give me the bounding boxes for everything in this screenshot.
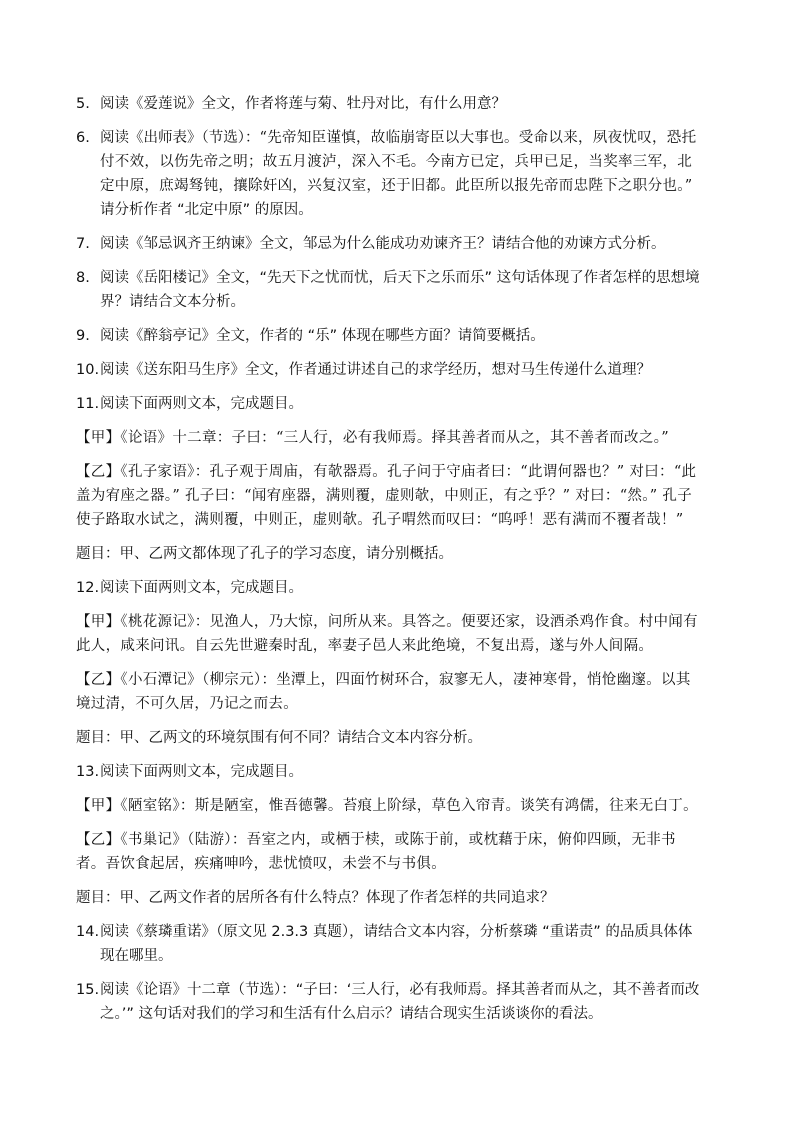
- question-6: [76, 126, 704, 222]
- classical-quote: “先帝知臣谨慎，故临崩寄臣以大事也。受命以来，夙夜忧叹，恐托付不效，以伤先帝之明；故五月渡泸，深入不毛。今南方已定，兵甲已足，当奖率三军，北定中原，庶竭驽钝，攘除奸凶，兴复汉室，还于旧都。此臣所以报先帝而忠陛下之职分也。”: [100, 130, 697, 194]
- question-text: 阅读《邹忌讽齐王纳谏》全文，邹忌为什么能成功劝谏齐王？请结合他的劝谏方式分析。: [100, 236, 666, 252]
- question-text: 阅读下面两则文本，完成题目。: [100, 396, 303, 412]
- question-number: 6.: [76, 130, 90, 146]
- question-7: [76, 232, 704, 256]
- question-15: [76, 978, 704, 1026]
- question-text: 阅读下面两则文本，完成题目。: [100, 580, 303, 596]
- q11-text-jia: 【甲】《论语》十二章：子曰：“三人行，必有我师焉。择其善者而从之，其不善者而改之。”: [76, 430, 669, 446]
- question-number: 12.: [76, 580, 100, 596]
- question-14: [76, 920, 704, 968]
- question-lead: 阅读《出师表》（节选）：: [100, 130, 260, 146]
- question-number: 9.: [76, 328, 90, 344]
- question-number: 14.: [76, 924, 100, 940]
- q12-task: 题目：甲、乙两文的环境氛围有何不同？请结合文本内容分析。: [76, 730, 482, 746]
- question-9: [76, 324, 704, 348]
- question-text: 阅读《蔡璘重诺》（原文见 2.3.3 真题），请结合文本内容，分析蔡璘 “重诺责” 的品质具体体现在哪里。: [100, 924, 693, 964]
- q11-text-yi: 【乙】《孔子家语》：孔子观于周庙，有欹器焉。孔子问于守庙者曰：“此谓何器也？” 对曰：“此盖为宥座之器。” 孔子曰：“闻宥座器，满则覆，虚则欹，中则正，有之乎？” 对曰：“然。” 孔子使子路取水试之，满则覆，中则正，虚则欹。孔子喟然而叹曰：“呜呼！恶有满而不覆者哉！”: [76, 464, 697, 528]
- question-number: 15.: [76, 982, 100, 998]
- q13-text-yi: 【乙】《书巢记》（陆游）：吾室之内，或栖于椟，或陈于前，或枕藉于床，俯仰四顾，无非书者。吾饮食起居，疾痛呻吟，悲忧愤叹，未尝不与书俱。: [76, 832, 676, 872]
- question-number: 13.: [76, 764, 100, 780]
- question-text: 阅读《醉翁亭记》全文，作者的 “乐” 体现在哪些方面？请简要概括。: [100, 328, 545, 344]
- question-11: [76, 392, 704, 416]
- question-5: [76, 92, 704, 116]
- question-10: [76, 358, 704, 382]
- question-number: 10.: [76, 362, 100, 378]
- question-number: 5.: [76, 96, 90, 112]
- q12-text-jia: 【甲】《桃花源记》：见渔人，乃大惊，问所从来。具答之。便要还家，设酒杀鸡作食。村中闻有此人，咸来问讯。自云先世避秦时乱，率妻子邑人来此绝境，不复出焉，遂与外人间隔。: [76, 614, 698, 654]
- q13-task: 题目：甲、乙两文作者的居所各有什么特点？体现了作者怎样的共同追求？: [76, 890, 555, 906]
- question-12: [76, 576, 704, 600]
- question-text: 阅读《论语》十二章（节选）：“子曰：‘三人行，必有我师焉。择其善者而从之，其不善者而改之。’” 这句话对我们的学习和生活有什么启示？请结合现实生活谈谈你的看法。: [100, 982, 700, 1022]
- question-tail: 请分析作者 “北定中原” 的原因。: [100, 202, 313, 218]
- q13-text-jia: 【甲】《陋室铭》：斯是陋室，惟吾德馨。苔痕上阶绿，草色入帘青。谈笑有鸿儒，往来无白丁。: [76, 798, 698, 814]
- question-number: 7.: [76, 236, 90, 252]
- question-number: 11.: [76, 396, 100, 412]
- question-13: [76, 760, 704, 784]
- question-text: 阅读《岳阳楼记》全文，“先天下之忧而忧，后天下之乐而乐” 这句话体现了作者怎样的思想境界？请结合文本分析。: [100, 270, 700, 310]
- question-text: 阅读《爱莲说》全文，作者将莲与菊、牡丹对比，有什么用意？: [100, 96, 506, 112]
- question-text: 阅读下面两则文本，完成题目。: [100, 764, 303, 780]
- q11-task: 题目：甲、乙两文都体现了孔子的学习态度，请分别概括。: [76, 546, 453, 562]
- q12-text-yi: 【乙】《小石潭记》（柳宗元）：坐潭上，四面竹树环合，寂寥无人，凄神寒骨，悄怆幽邃。以其境过清，不可久居，乃记之而去。: [76, 672, 691, 712]
- question-text: [100, 126, 704, 222]
- question-number: 8.: [76, 270, 90, 286]
- question-8: [76, 266, 704, 314]
- question-text: 阅读《送东阳马生序》全文，作者通过讲述自己的求学经历，想对马生传递什么道理？: [100, 362, 651, 378]
